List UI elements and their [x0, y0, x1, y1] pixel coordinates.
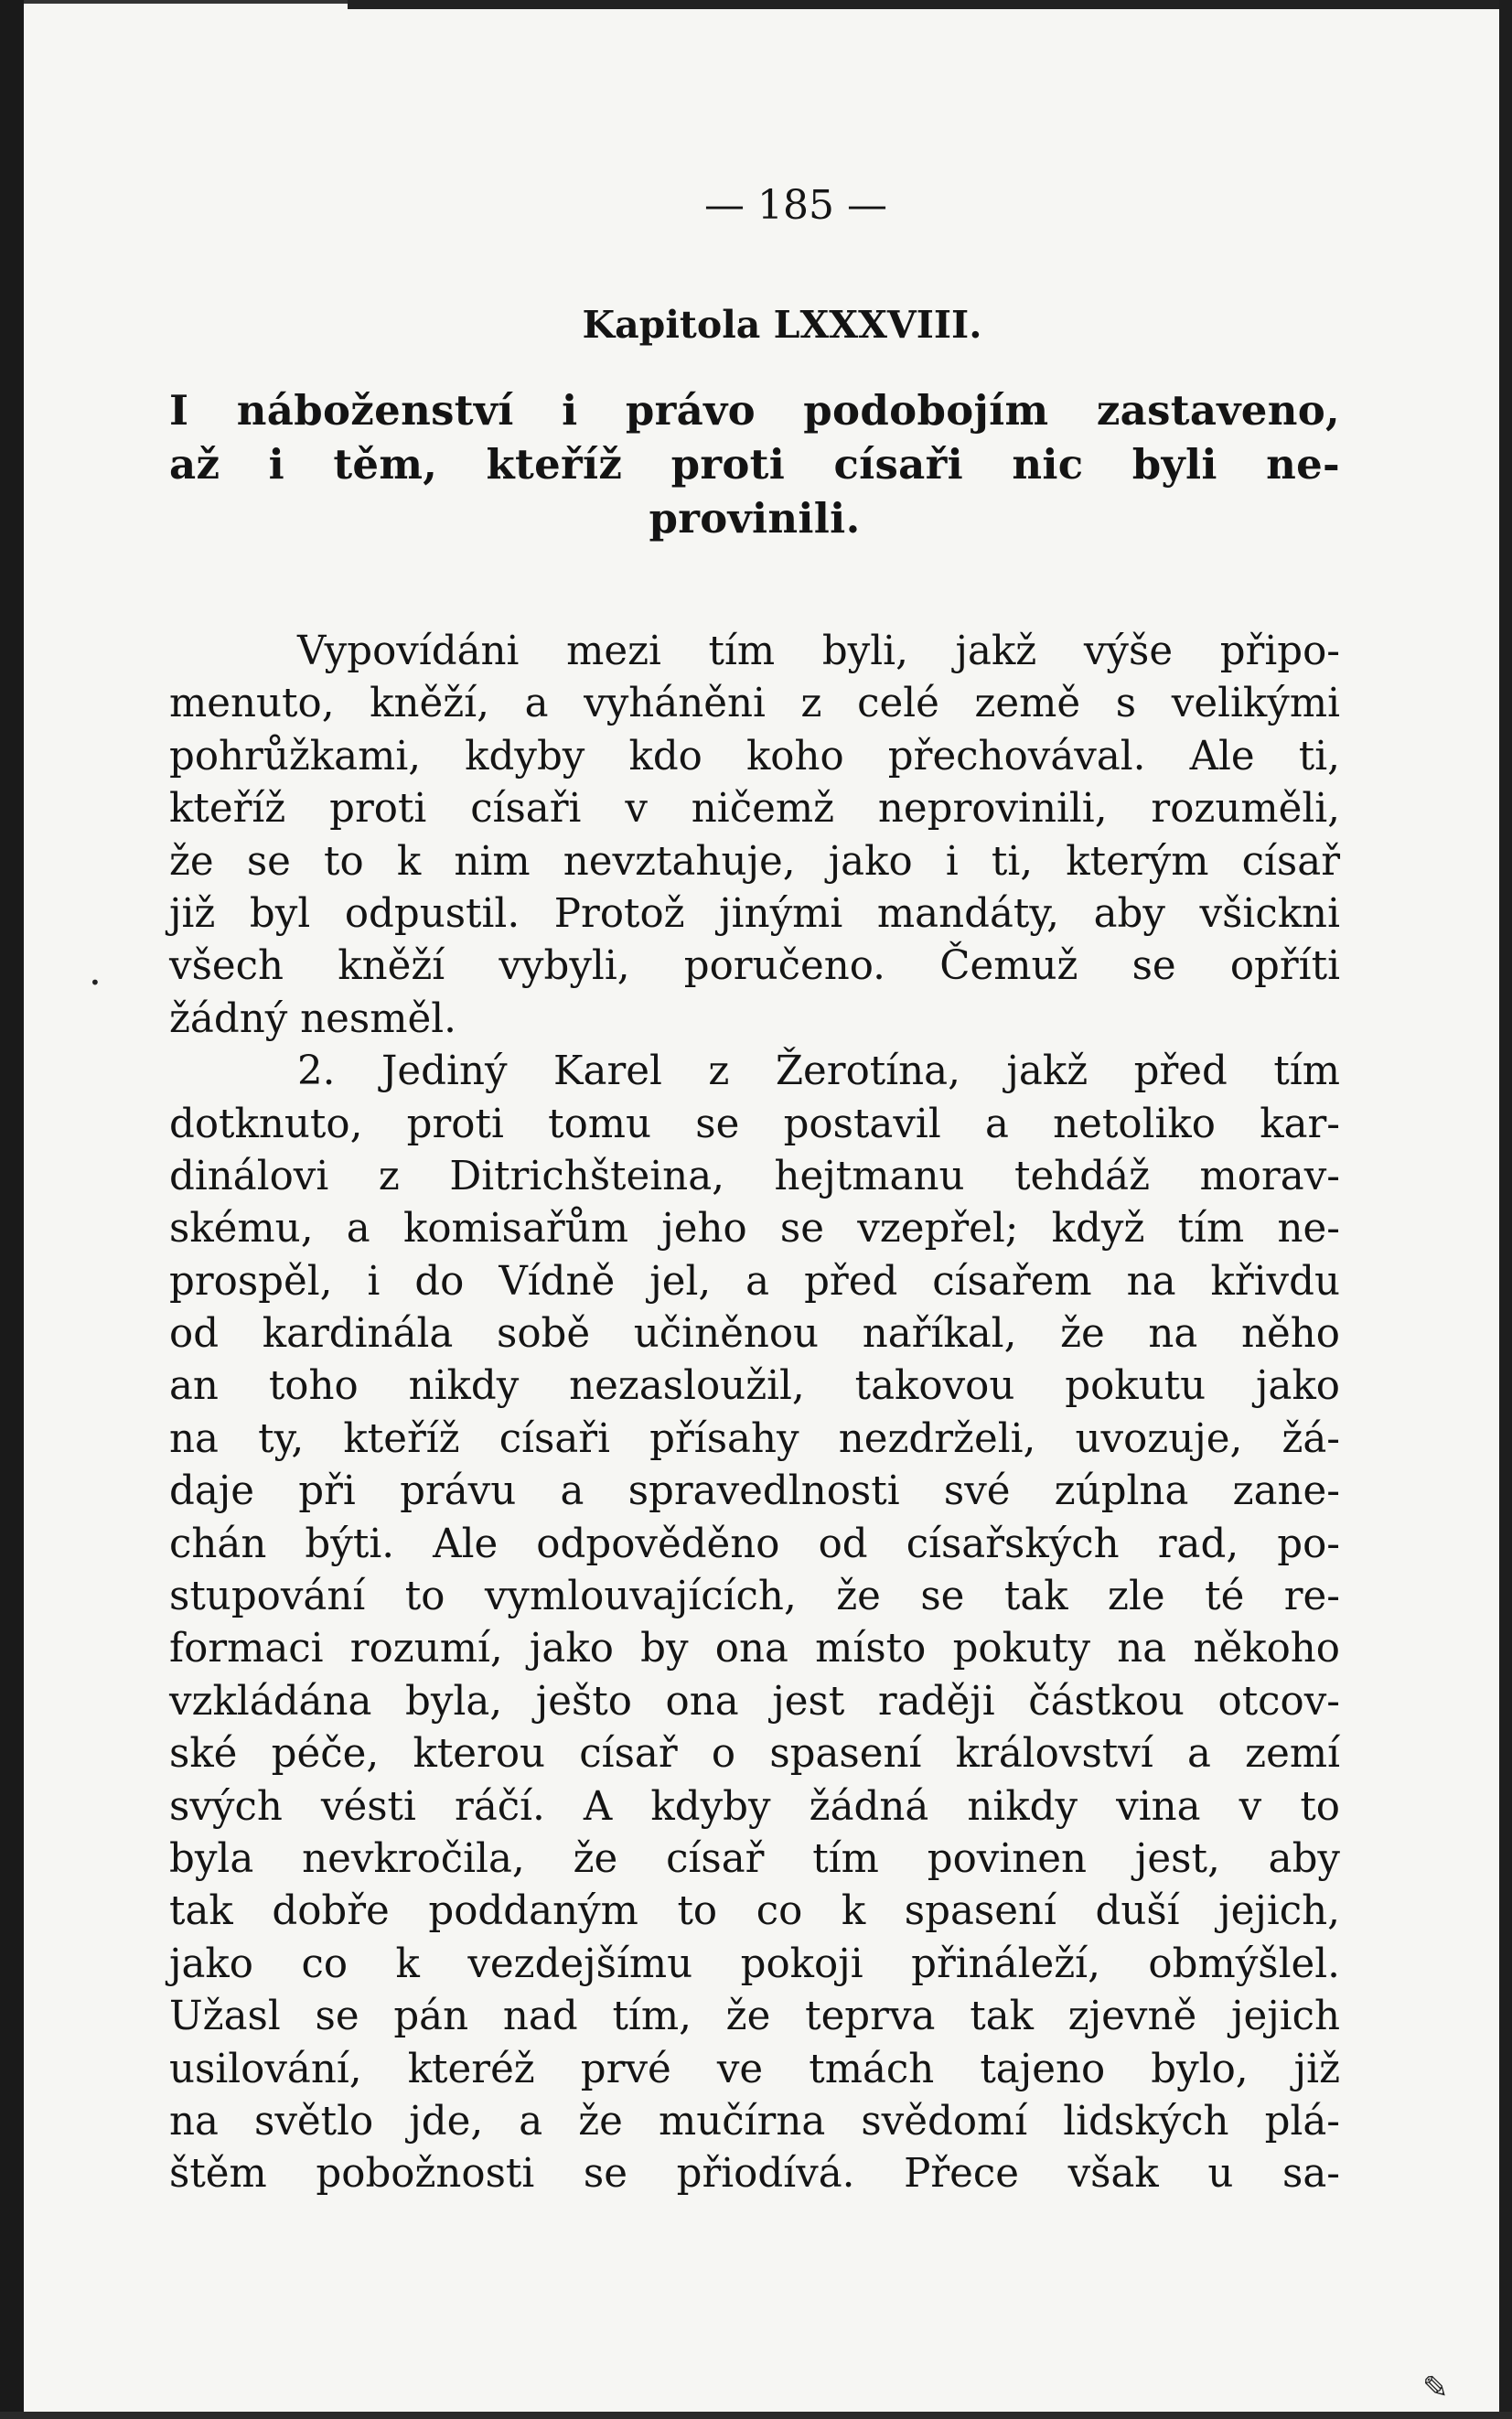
scan-border-right: [1499, 0, 1512, 2419]
text-line: všech kněží vybyli, poručeno. Čemuž se opříti: [169, 943, 1340, 990]
chapter-title: Kapitola LXXXVIII.: [582, 303, 982, 347]
text-line: svých vésti ráčí. A kdyby žádná nikdy vina v to: [169, 1783, 1340, 1830]
text-line: vzkládána byla, ješto ona jest raději částkou otcov-: [169, 1678, 1340, 1725]
text-line: skému, a komisařům jeho se vzepřel; když tím ne-: [169, 1206, 1340, 1253]
text-line: prospěl, i do Vídně jel, a před císařem na křivdu: [169, 1258, 1340, 1305]
text-line: dinálovi z Ditrichšteina, hejtmanu tehdáž morav-: [169, 1153, 1340, 1199]
text-line: štěm pobožnosti se přiodívá. Přece však u sa-: [169, 2151, 1340, 2198]
text-line: daje při právu a spravedlnosti své zúplna zane-: [169, 1468, 1340, 1515]
text-line: na světlo jde, a že mučírna svědomí lidských plá-: [169, 2098, 1340, 2145]
text-line: formaci rozumí, jako by ona místo pokuty na někoho: [169, 1626, 1340, 1672]
text-line: již byl odpustil. Protož jinými mandáty, aby všickni: [169, 890, 1340, 937]
text-line: tak dobře poddaným to co k spasení duší jejich,: [169, 1888, 1340, 1935]
body-text: [169, 626, 1340, 2201]
text-line: an toho nikdy nezasloužil, takovou pokutu jako: [169, 1363, 1340, 1410]
text-line: ské péče, kterou císař o spasení království a zemí: [169, 1731, 1340, 1778]
text-line: menuto, kněží, a vyháněni z celé země s velikými: [169, 681, 1340, 727]
text-line: jako co k vezdejšímu pokoji přináleží, obmýšlel.: [169, 1941, 1340, 1987]
scan-border-top: [348, 0, 1512, 9]
scan-border-left: [0, 0, 24, 2419]
text-line: žádný nesměl.: [169, 995, 456, 1042]
chapter-heading: [169, 383, 1340, 545]
page-content: [169, 169, 1340, 2201]
scan-border-bottom: [0, 2412, 1512, 2419]
text-line: dotknuto, proti tomu se postavil a netoliko kar-: [169, 1101, 1340, 1147]
text-line: pohrůžkami, kdyby kdo koho přechovával. Ale ti,: [169, 733, 1340, 779]
text-line: stupování to vymlouvajících, že se tak zle té re-: [169, 1574, 1340, 1620]
page-number: — 185 —: [704, 182, 887, 229]
text-line: Užasl se pán nad tím, že teprva tak zjevně jejich: [169, 1994, 1340, 2040]
speck-mark: ✎: [1422, 2370, 1449, 2406]
heading-line: provinili.: [649, 494, 861, 543]
text-line: od kardinála sobě učiněnou naříkal, že na něho: [169, 1311, 1340, 1358]
text-line: 2. Jediný Karel z Žerotína, jakž před tím: [297, 1048, 1340, 1095]
text-line: byla nevkročila, že císař tím povinen jest, aby: [169, 1835, 1340, 1882]
heading-line: I náboženství i právo podobojím zastaveno,: [169, 386, 1340, 435]
text-line: usilování, kteréž prvé ve tmách tajeno bylo, již: [169, 2046, 1340, 2092]
text-line: že se to k nim nevztahuje, jako i ti, kterým císař: [169, 838, 1340, 885]
heading-line: až i těm, kteříž proti císaři nic byli ne-: [169, 440, 1340, 489]
scan-border-top-left: [24, 0, 353, 4]
text-line: chán býti. Ale odpověděno od císařských rad, po-: [169, 1521, 1340, 1567]
text-line: kteříž proti císaři v ničemž neprovinili, rozuměli,: [169, 786, 1340, 833]
speck-mark: •: [90, 972, 101, 994]
text-line: na ty, kteříž císaři přísahy nezdrželi, uvozuje, žá-: [169, 1415, 1340, 1462]
text-line: Vypovídáni mezi tím byli, jakž výše připo-: [297, 629, 1340, 674]
